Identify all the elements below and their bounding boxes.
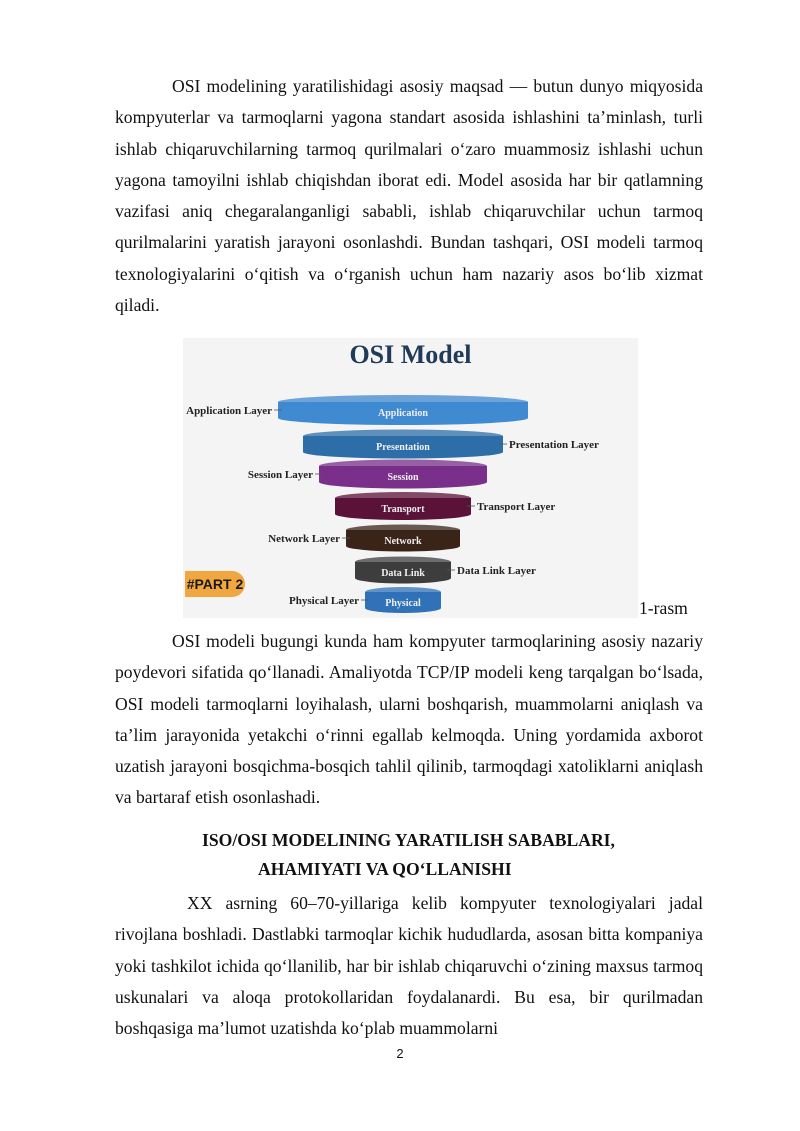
paragraph-osi-today: OSI modeli bugungi kunda ham kompyuter tarmoqlarining asosiy nazariy poydevori sifatida qo‘llanadi. Amaliyotda TCP/IP modeli keng tarqalgan bo‘lsada, OSI modeli tarmoqlarni loyihalash, ularni boshqarish, muammolarni aniqlash va ta’lim jarayonida yetakchi o‘rinni egallab kelmoqda. Uning yordamida axborot uzatish jarayoni bosqichma-bosqich tahlil qilinib, tarmoqdagi xatoliklarni aniqlash va bartaraf etish osonlashadi. [115,631,703,808]
layer-side-label: Network Layer [268,533,340,545]
layer-disk-label: Presentation [376,442,430,453]
layer-disk-top [303,430,503,443]
layer-disk-top [365,587,441,597]
osi-layer-transport [335,492,555,520]
osi-layer-data-link [355,557,536,584]
layer-disk-top [346,525,460,536]
layer-side-label: Transport Layer [477,501,556,513]
layer-disk-label: Data Link [381,568,425,579]
figure-title: OSI Model [349,340,472,369]
layer-disk-label: Network [384,536,422,547]
layer-side-label: Presentation Layer [509,439,599,451]
osi-layer-network [268,525,460,552]
layer-disk-label: Physical [385,598,421,609]
osi-layer-application [186,395,528,425]
figure-caption: 1-rasm [639,598,688,618]
osi-model-figure [183,338,638,618]
osi-layer-physical [289,587,441,613]
layer-disk-top [355,557,451,568]
section-heading-line1: ISO/OSI MODELINING YARATILISH SABABLARI, [202,830,615,850]
layer-side-label: Physical Layer [289,595,359,607]
page-number: 2 [396,1046,404,1061]
layer-disk-top [335,492,471,504]
paragraph-osi-purpose: OSI modelining yaratilishidagi asosiy maqsad — butun dunyo miqyosida kompyuterlar va tarmoqlarni yagona standart asosida ishlashini ta’minlash, turli ishlab chiqaruvchilarning tarmoq qurilmalari o‘zaro muammosiz ishlashi uchun yagona tamoyilni ishlab chiqishdan iborat edi. Model asosida har bir qatlamning vazifasi aniq chegaralanganligi sababli, ishlab chiqaruvchilar uchun tarmoq qurilmalarini yaratish jarayoni osonlashdi. Bundan tashqari, OSI modeli tarmoq texnologiyalarini o‘qitish va o‘rganish uchun ham nazariy asos bo‘lib xizmat qiladi. [115,76,703,316]
layer-disk-label: Transport [381,504,425,515]
layer-side-label: Session Layer [247,469,313,481]
layer-disk-top [278,395,528,409]
osi-layer-presentation [303,430,599,459]
paragraph-history: XX asrning 60–70-yillariga kelib kompyuter texnologiyalari jadal rivojlana boshladi. Dastlabki tarmoqlar kichik hududlarda, asosan bitta kompaniya yoki tashkilot ichida qo‘llanilib, har bir ishlab chiqaruvchi o‘zining maxsus tarmoq uskunalari va aloqa protokollaridan foydalanardi. Bu esa, bir qurilmadan boshqasiga ma’lumot uzatishda ko‘plab muammolarni [115,893,703,1039]
section-heading-line2: AHAMIYATI VA QO‘LLANISHI [258,859,512,879]
layer-side-label: Application Layer [186,405,272,417]
layer-disk-label: Session [387,472,419,483]
layer-disk-top [319,460,487,473]
layer-disk-label: Application [377,408,429,419]
part-badge: #PART 2 [185,571,245,597]
osi-funnel-diagram [183,338,638,618]
osi-layer-session [248,460,487,489]
layer-side-label: Data Link Layer [457,565,536,577]
